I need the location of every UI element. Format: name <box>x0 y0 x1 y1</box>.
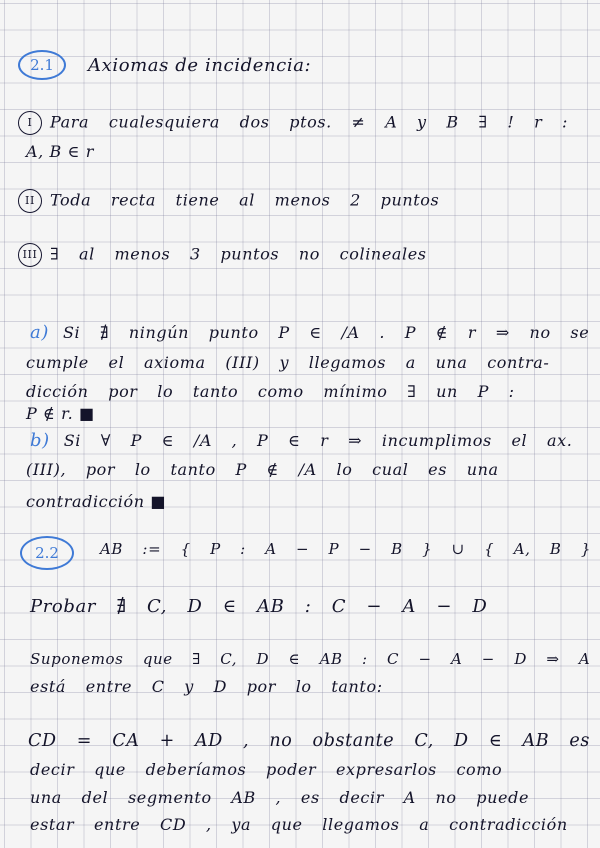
axiom-3-marker: III <box>18 243 42 267</box>
proof-line-2: está entre C y D por lo tanto: <box>30 677 383 696</box>
section-badge-2-1 <box>18 50 66 80</box>
part-b-text-1: Si ∀ P ∈ /A , P ∈ r ⇒ incumplimos el ax. <box>63 431 573 450</box>
part-a-line-2: cumple el axioma (III) y llegamos a una contra- <box>26 353 550 372</box>
proof-line-4: decir que deberíamos poder expresarlos como <box>30 760 503 779</box>
part-b-label: b) <box>30 430 50 451</box>
part-a-line-3: dicción por lo tanto como mínimo ∃ un P : <box>26 382 515 401</box>
proof-line-3: CD = CA + AD , no obstante C, D ∈ AB es <box>28 731 590 751</box>
axiom-2-marker: II <box>18 189 42 213</box>
axiom-2-text: Toda recta tiene al menos 2 puntos <box>50 190 440 210</box>
axiom-2 <box>18 189 439 213</box>
section-badge-2-2 <box>20 536 74 570</box>
axiom-1-line-2: A, B ∈ r <box>26 142 94 161</box>
axiom-3 <box>18 243 427 267</box>
part-a-label: a) <box>30 322 49 343</box>
part-b-line-3: contradicción ■ <box>26 492 167 511</box>
proof-line-5: una del segmento AB , es decir A no puede <box>30 788 530 807</box>
part-a-line-4: P ∉ r. ■ <box>26 404 95 423</box>
axiom-1-line-1 <box>18 111 568 135</box>
part-a-text-1: Si ∄ ningún punto P ∈ /A . P ∉ r ⇒ no se <box>62 323 590 342</box>
axiom-1-marker: I <box>18 111 42 135</box>
segment-definition: AB := { P : A − P − B } ∪ { A, B } <box>100 540 591 558</box>
axiom-1-text: Para cualesquiera dos ptos. ≠ A y B ∃ ! r : <box>50 112 569 132</box>
part-b-line-1 <box>30 430 572 451</box>
section-title: Axiomas de incidencia: <box>88 55 312 76</box>
part-b-line-2: (III), por lo tanto P ∉ /A lo cual es una <box>26 460 499 479</box>
prove-statement: Probar ∄ C, D ∈ AB : C − A − D <box>30 596 488 617</box>
part-a-line-1 <box>30 322 589 343</box>
section-badge-2-1-text: 2.1 <box>30 56 54 74</box>
proof-line-6: estar entre CD , ya que llegamos a contradicción <box>30 815 568 834</box>
section-badge-2-2-text: 2.2 <box>35 544 59 562</box>
axiom-3-text: ∃ al menos 3 puntos no colineales <box>50 244 427 264</box>
proof-line-1: Suponemos que ∃ C, D ∈ AB : C − A − D ⇒ A <box>30 650 591 668</box>
